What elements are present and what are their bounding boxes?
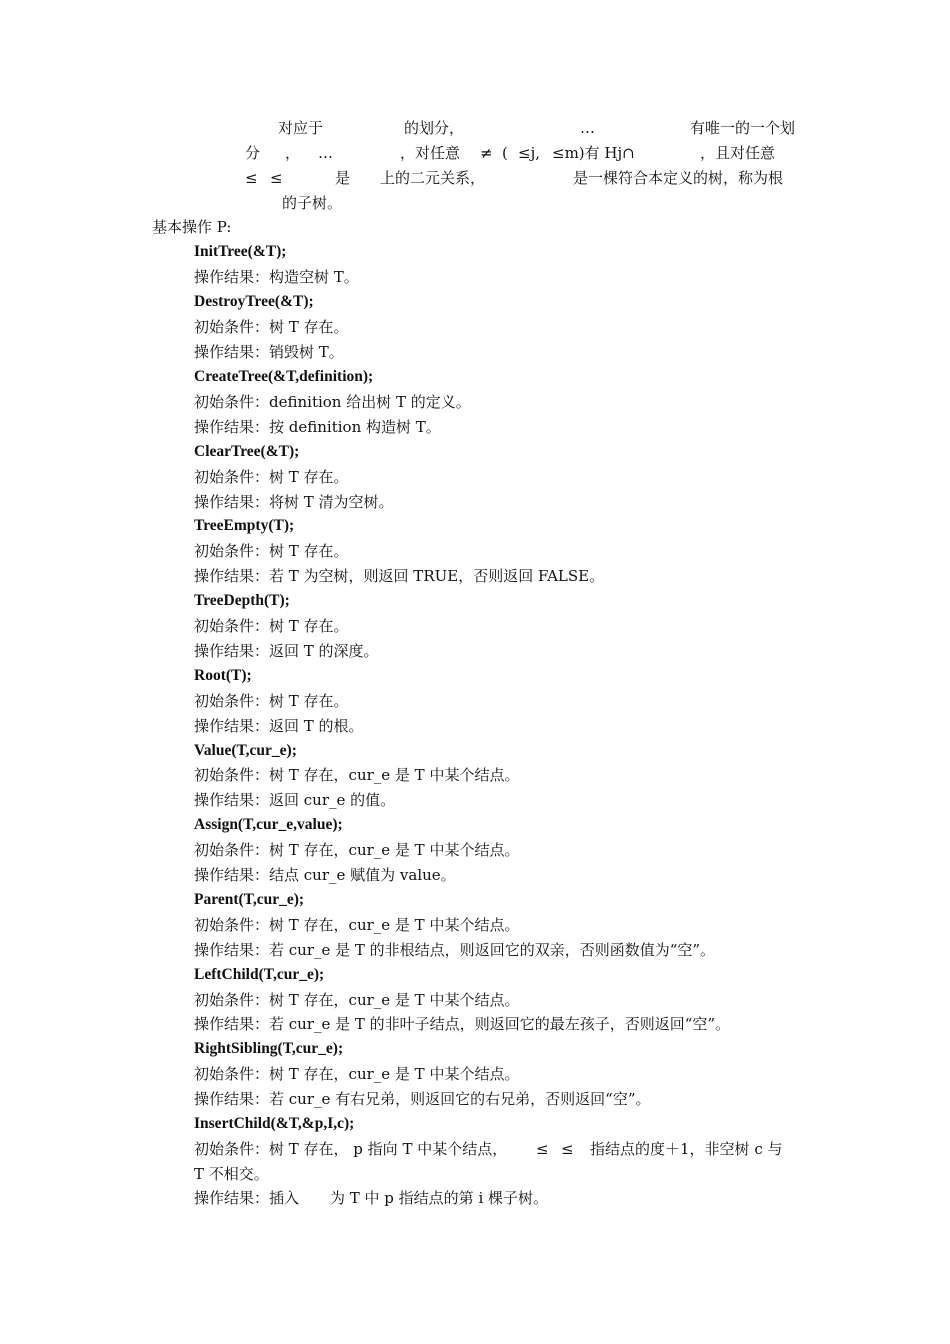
operation-name: TreeEmpty(T); (194, 517, 295, 534)
operation-description: 操作结果：构造空树 T。 (194, 268, 359, 286)
operation-description: ≤ (561, 1140, 574, 1158)
definition-text: ≠ (480, 144, 493, 162)
definition-text: 有唯一的一个划 (690, 119, 796, 137)
definition-text: ≤m)有 Hj∩ (552, 144, 635, 162)
definition-text: 上的二元关系， (380, 169, 486, 187)
operation-description: 操作结果：若 cur_e 是 T 的非根结点，则返回它的双亲，否则函数值为“空”。 (194, 941, 716, 959)
operation-name: InsertChild(&T,&p,I,c); (194, 1115, 355, 1132)
definition-text: ，对任意 (400, 144, 461, 162)
operation-name: DestroyTree(&T); (194, 293, 314, 310)
operation-description: 初始条件：树 T 存在。 (194, 617, 349, 635)
operation-description: 初始条件：树 T 存在。 (194, 692, 349, 710)
operation-name: InitTree(&T); (194, 243, 287, 260)
definition-text: ≤j, (518, 144, 540, 162)
operation-description: 操作结果：返回 cur_e 的值。 (194, 791, 396, 809)
operation-description: 初始条件：definition 给出树 T 的定义。 (194, 393, 471, 411)
definition-text: ， (285, 144, 301, 162)
operation-name: CreateTree(&T,definition); (194, 368, 374, 385)
operation-description: 初始条件：树 T 存在。 (194, 542, 349, 560)
definition-text: ( (502, 144, 508, 162)
operation-name: Assign(T,cur_e,value); (194, 816, 343, 833)
operation-description: 初始条件：树 T 存在， p 指向 T 中某个结点， (194, 1140, 508, 1158)
definition-text: 的子树。 (282, 194, 343, 212)
operation-description: 操作结果：若 cur_e 是 T 的非叶子结点，则返回它的最左孩子，否则返回“空”。 (194, 1015, 731, 1033)
operation-description: 初始条件：树 T 存在，cur_e 是 T 中某个结点。 (194, 991, 520, 1009)
operation-description: 初始条件：树 T 存在，cur_e 是 T 中某个结点。 (194, 1065, 520, 1083)
operation-name: Root(T); (194, 667, 252, 684)
definition-text: 分 (245, 144, 261, 162)
operation-description: 指结点的度＋1，非空树 c 与 (590, 1140, 783, 1158)
operation-description: 初始条件：树 T 存在，cur_e 是 T 中某个结点。 (194, 916, 520, 934)
operation-description: 操作结果：插入 (194, 1189, 300, 1207)
operation-description: 操作结果：若 cur_e 有右兄弟，则返回它的右兄弟，否则返回“空”。 (194, 1090, 651, 1108)
definition-text: 对应于 (278, 119, 324, 137)
operation-description: 操作结果：按 definition 构造树 T。 (194, 418, 441, 436)
operation-name: RightSibling(T,cur_e); (194, 1040, 344, 1057)
operation-description: 初始条件：树 T 存在。 (194, 318, 349, 336)
operation-name: TreeDepth(T); (194, 592, 290, 609)
operation-description: T 不相交。 (194, 1165, 269, 1183)
operation-name: Parent(T,cur_e); (194, 891, 305, 908)
operation-description: 操作结果：将树 T 清为空树。 (194, 493, 394, 511)
operation-description: 初始条件：树 T 存在，cur_e 是 T 中某个结点。 (194, 841, 520, 859)
definition-text: … (318, 144, 333, 162)
operation-description: 操作结果：销毁树 T。 (194, 343, 344, 361)
operation-description: 操作结果：返回 T 的根。 (194, 717, 364, 735)
operation-name: LeftChild(T,cur_e); (194, 966, 325, 983)
operation-description: ≤ (536, 1140, 549, 1158)
operation-description: 初始条件：树 T 存在，cur_e 是 T 中某个结点。 (194, 766, 520, 784)
operation-description: 操作结果：结点 cur_e 赋值为 value。 (194, 866, 456, 884)
definition-text: 是一棵符合本定义的树，称为根 (573, 169, 784, 187)
definition-text: … (580, 119, 595, 137)
section-heading: 基本操作 P: (152, 218, 232, 236)
definition-text: 的划分， (404, 119, 465, 137)
definition-text: ≤ (245, 169, 258, 187)
operation-description: 初始条件：树 T 存在。 (194, 468, 349, 486)
operation-name: Value(T,cur_e); (194, 742, 297, 759)
operation-description: 操作结果：若 T 为空树，则返回 TRUE，否则返回 FALSE。 (194, 567, 605, 585)
operation-description: 为 T 中 p 指结点的第 i 棵子树。 (330, 1189, 549, 1207)
definition-text: ，且对任意 (700, 144, 776, 162)
operation-description: 操作结果：返回 T 的深度。 (194, 642, 379, 660)
definition-text: ≤ (270, 169, 283, 187)
operation-name: ClearTree(&T); (194, 443, 300, 460)
definition-text: 是 (335, 169, 351, 187)
